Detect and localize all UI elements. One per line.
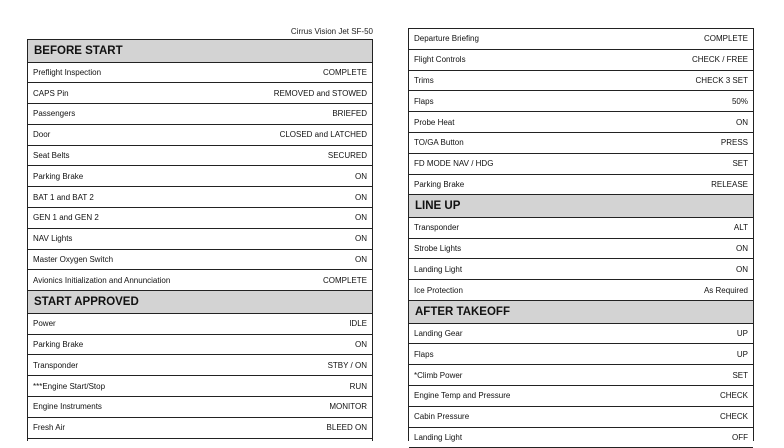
checklist-value: STBY / ON — [327, 360, 367, 370]
checklist-row — [409, 259, 753, 280]
checklist-item: Cabin Pressure — [414, 412, 470, 422]
checklist-value: ON — [355, 213, 367, 223]
checklist-item: CAPS Pin — [33, 88, 69, 98]
checklist-value: OFF — [732, 432, 748, 442]
checklist-item: Flight Controls — [414, 55, 466, 65]
checklist-item: Door — [33, 130, 51, 140]
checklist-value: 50% — [731, 96, 748, 106]
checklist-value: CHECK / FREE — [691, 55, 748, 65]
aircraft-title: Cirrus Vision Jet SF-50 — [290, 27, 373, 36]
checklist-row — [409, 344, 753, 365]
checklist-item: Preflight Inspection — [33, 67, 102, 77]
checklist-value: ON — [355, 192, 367, 202]
checklist-row — [409, 154, 753, 175]
checklist-row — [28, 355, 372, 376]
section-header-before-start: BEFORE START — [28, 40, 372, 63]
checklist-row — [28, 314, 372, 335]
checklist-row — [409, 29, 753, 50]
checklist-value: BLEED ON — [326, 423, 367, 433]
checklist-row — [409, 324, 753, 345]
checklist-item: Landing Light — [414, 264, 463, 274]
checklist-value: ON — [355, 339, 367, 349]
checklist-row — [409, 407, 753, 428]
checklist-item: Parking Brake — [414, 179, 465, 189]
checklist-row — [28, 187, 372, 208]
checklist-item: FD MODE NAV / HDG — [414, 159, 494, 169]
checklist-row — [409, 386, 753, 407]
checklist-item: Engine Instruments — [33, 402, 102, 412]
checklist-row — [28, 397, 372, 418]
checklist-value: ALT — [733, 223, 748, 233]
checklist-item: Trims — [414, 75, 434, 85]
checklist-value: ON — [736, 264, 748, 274]
checklist-value: BRIEFED — [332, 109, 367, 119]
checklist-value: UP — [736, 328, 748, 338]
checklist-row — [28, 229, 372, 250]
checklist-row — [409, 428, 753, 448]
checklist-item: Landing Light — [414, 432, 463, 442]
checklist-right-column — [408, 28, 754, 441]
checklist-item: Seat Belts — [33, 151, 70, 161]
checklist-value: COMPLETE — [322, 275, 367, 285]
checklist-value: ON — [355, 234, 367, 244]
checklist-item: Flaps — [414, 349, 434, 359]
checklist-item: Avionics Initialization and Annunciation — [33, 275, 171, 285]
checklist-item: Landing Gear — [414, 328, 463, 338]
checklist-row — [409, 175, 753, 196]
checklist-value: SET — [732, 159, 748, 169]
checklist-row — [409, 218, 753, 239]
checklist-row — [409, 365, 753, 386]
checklist-item: Probe Heat — [414, 117, 455, 127]
section-header-start-approved: START APPROVED — [28, 291, 372, 314]
checklist-row — [409, 71, 753, 92]
checklist-item: ***Engine Start/Stop — [33, 381, 106, 391]
checklist-row — [28, 166, 372, 187]
checklist-value: REMOVED and STOWED — [273, 88, 367, 98]
checklist-item: Departure Briefing — [414, 34, 479, 44]
checklist-row — [28, 146, 372, 167]
checklist-item: *Climb Power — [414, 370, 463, 380]
checklist-row — [409, 280, 753, 301]
checklist-item: Transponder — [414, 223, 460, 233]
checklist-item: Parking Brake — [33, 171, 84, 181]
checklist-value: PRESS — [720, 138, 748, 148]
checklist-item: NAV Lights — [33, 234, 73, 244]
checklist-row — [28, 104, 372, 125]
checklist-item: Ice Protection — [414, 285, 463, 295]
checklist-row — [28, 335, 372, 356]
checklist-value: COMPLETE — [322, 67, 367, 77]
section-header-after-takeoff: AFTER TAKEOFF — [409, 301, 753, 324]
checklist-left-column — [27, 39, 373, 441]
section-header-line-up: LINE UP — [409, 195, 753, 218]
checklist-item: Strobe Lights — [414, 244, 462, 254]
checklist-value: RELEASE — [711, 179, 748, 189]
checklist-value: ON — [355, 255, 367, 265]
checklist-row — [28, 63, 372, 84]
checklist-value: CHECK 3 SET — [695, 75, 748, 85]
checklist-row — [28, 418, 372, 439]
checklist-item: BAT 1 and BAT 2 — [33, 192, 94, 202]
checklist-row — [28, 125, 372, 146]
checklist-value: CLOSED and LATCHED — [279, 130, 367, 140]
checklist-value: UP — [736, 349, 748, 359]
checklist-row — [409, 50, 753, 71]
checklist-item: Transponder — [33, 360, 79, 370]
checklist-row — [28, 250, 372, 271]
checklist-value: CHECK — [719, 412, 748, 422]
checklist-row — [28, 83, 372, 104]
checklist-row — [409, 112, 753, 133]
checklist-value: ON — [736, 244, 748, 254]
checklist-item: Passengers — [33, 109, 76, 119]
checklist-value: CHECK — [719, 391, 748, 401]
checklist-item: Parking Brake — [33, 339, 84, 349]
checklist-value: ON — [736, 117, 748, 127]
checklist-value: SET — [732, 370, 748, 380]
checklist-item: Flaps — [414, 96, 434, 106]
checklist-value: MONITOR — [329, 402, 367, 412]
checklist-item: Power — [33, 319, 56, 329]
checklist-row — [28, 270, 372, 291]
checklist-value: ON — [355, 171, 367, 181]
checklist-value: As Required — [703, 285, 748, 295]
checklist-value: COMPLETE — [703, 34, 748, 44]
checklist-value: SECURED — [327, 151, 367, 161]
checklist-item: Fresh Air — [33, 423, 66, 433]
checklist-item: TO/GA Button — [414, 138, 464, 148]
checklist-row — [28, 376, 372, 397]
checklist-row — [28, 208, 372, 229]
checklist-item: Master Oxygen Switch — [33, 255, 114, 265]
checklist-row — [409, 133, 753, 154]
checklist-item: Engine Temp and Pressure — [414, 391, 511, 401]
checklist-row — [409, 91, 753, 112]
checklist-value: RUN — [349, 381, 367, 391]
checklist-value: IDLE — [349, 319, 367, 329]
checklist-item: GEN 1 and GEN 2 — [33, 213, 99, 223]
checklist-row — [409, 239, 753, 260]
